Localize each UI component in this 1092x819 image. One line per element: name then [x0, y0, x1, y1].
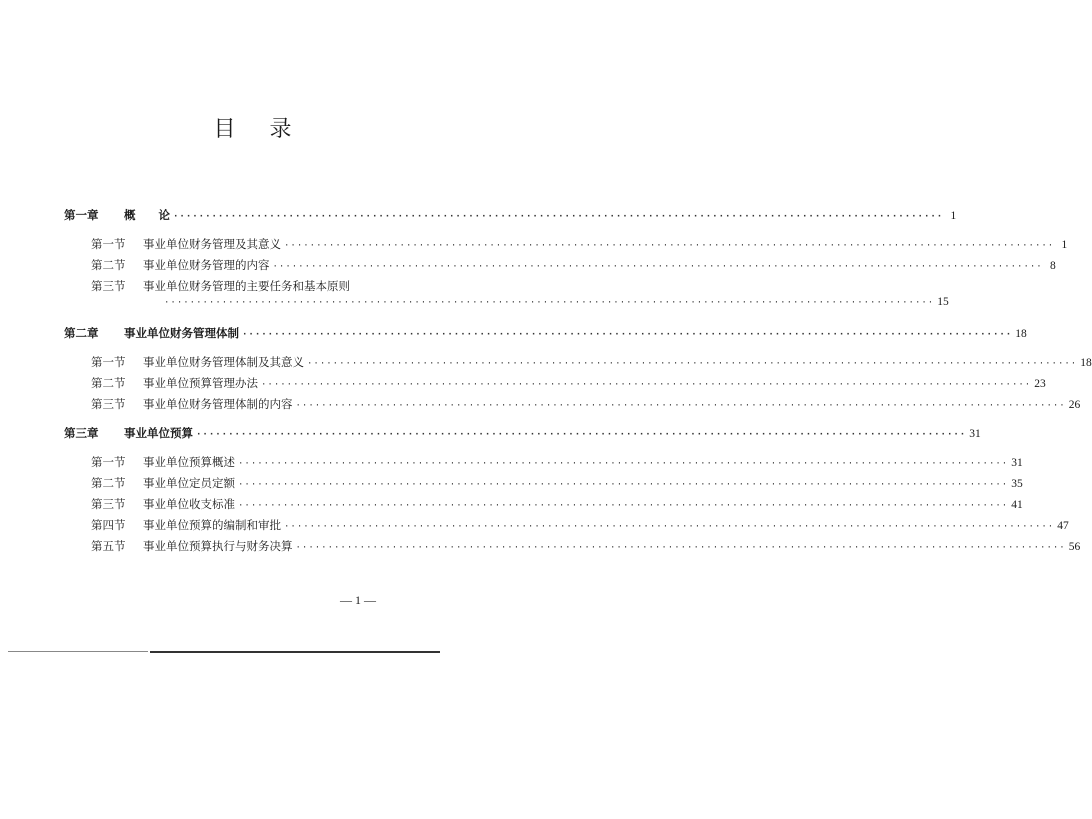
toc-dot-leader: ························································································································: [196, 430, 967, 440]
toc-entry-number: 第三节: [91, 279, 126, 293]
toc-entry-number: 第二章: [64, 326, 99, 340]
toc-entry-number: 第一节: [91, 237, 126, 251]
toc-section-entry[interactable]: [64, 517, 1069, 533]
toc-dot-leader: ························································································································: [238, 480, 1009, 490]
toc-section-entry[interactable]: [64, 396, 1081, 412]
toc-entry-title: 事业单位财务管理的主要任务和基本原则: [143, 279, 350, 293]
toc-entry-title: 事业单位预算执行与财务决算: [143, 539, 293, 553]
toc-dot-leader: ························································································································: [238, 501, 1009, 511]
toc-entry-page: 31: [969, 428, 981, 440]
toc-entry-page: 56: [1068, 541, 1081, 553]
toc-entry-page: 15: [937, 296, 949, 308]
page-title: [0, 112, 505, 143]
toc-entry-number: 第一章: [64, 208, 99, 222]
toc-dot-leader: ························································································································: [261, 380, 1032, 390]
toc-section-entry[interactable]: [64, 278, 404, 294]
toc-section-entry[interactable]: [64, 496, 1023, 512]
toc-chapter-entry[interactable]: [64, 325, 1027, 341]
toc-section-entry[interactable]: [64, 236, 1068, 252]
toc-entry-page: 1: [1061, 239, 1068, 251]
toc-entry-title: 事业单位财务管理体制及其意义: [143, 355, 304, 369]
toc-entry-title: 事业单位预算概述: [143, 455, 235, 469]
toc-entry-number: 第二节: [91, 476, 126, 490]
scan-rule-left: [8, 651, 148, 652]
toc-entry-page: 1: [950, 210, 957, 222]
toc-entry-title: 事业单位预算管理办法: [143, 376, 258, 390]
toc-dot-leader: ························································································································: [173, 212, 944, 222]
toc-section-entry[interactable]: [64, 454, 1023, 470]
toc-dot-leader: ························································································································: [284, 522, 1055, 532]
toc-section-entry[interactable]: [64, 257, 1056, 273]
toc-section-entry[interactable]: [64, 375, 1046, 391]
page-title-char-1: 目: [213, 117, 236, 142]
toc-section-entry[interactable]: [64, 475, 1023, 491]
toc-entry-page: 26: [1068, 399, 1081, 411]
toc-dot-leader: ························································································································: [307, 359, 1078, 369]
toc-dot-leader: ························································································································: [295, 401, 1066, 411]
toc-chapter-entry[interactable]: [64, 207, 957, 223]
toc-dot-leader: ························································································································: [272, 262, 1043, 272]
toc-dot-leader: ························································································································: [164, 298, 935, 308]
toc-section-entry[interactable]: [64, 354, 1092, 370]
toc-entry-title: 事业单位定员定额: [143, 476, 235, 490]
toc-entry-page: 47: [1057, 520, 1069, 532]
toc-entry-number: 第二节: [91, 376, 126, 390]
toc-entry-number: 第三章: [64, 426, 99, 440]
toc-entry-number: 第三节: [91, 397, 126, 411]
toc-entry-number: 第三节: [91, 497, 126, 511]
toc-entry-title: 事业单位预算的编制和审批: [143, 518, 281, 532]
toc-entry-page: 8: [1049, 260, 1056, 272]
toc-entry-title: 事业单位财务管理体制: [124, 326, 239, 340]
toc-entry-page: 23: [1034, 378, 1046, 390]
toc-section-entry[interactable]: [64, 296, 949, 312]
toc-entry-title: 概 论: [124, 208, 170, 222]
toc-entry-number: 第二节: [91, 258, 126, 272]
toc-entry-title: 事业单位收支标准: [143, 497, 235, 511]
toc-entry-number: 第一节: [91, 455, 126, 469]
toc-chapter-entry[interactable]: [64, 425, 981, 441]
toc-entry-number: 第四节: [91, 518, 126, 532]
scan-rule-right: [150, 651, 440, 653]
toc-dot-leader: ························································································································: [284, 241, 1055, 251]
page-title-char-2: 录: [269, 117, 292, 142]
toc-entry-title: 事业单位财务管理的内容: [143, 258, 270, 272]
toc-entry-page: 18: [1080, 357, 1092, 369]
toc-dot-leader: ························································································································: [242, 330, 1013, 340]
toc-entry-number: 第一节: [91, 355, 126, 369]
toc-entry-title: 事业单位预算: [124, 426, 193, 440]
toc-section-entry[interactable]: [64, 538, 1081, 554]
toc-dot-leader: ························································································································: [295, 543, 1066, 553]
toc-entry-number: 第五节: [91, 539, 126, 553]
toc-entry-title: 事业单位财务管理及其意义: [143, 237, 281, 251]
toc-entry-page: 31: [1011, 457, 1023, 469]
toc-entry-page: 18: [1015, 328, 1027, 340]
page-number: — 1 —: [340, 593, 376, 607]
toc-entry-page: 35: [1011, 478, 1023, 490]
toc-entry-page: 41: [1011, 499, 1023, 511]
toc-dot-leader: ························································································································: [238, 459, 1009, 469]
toc-entry-title: 事业单位财务管理体制的内容: [143, 397, 293, 411]
